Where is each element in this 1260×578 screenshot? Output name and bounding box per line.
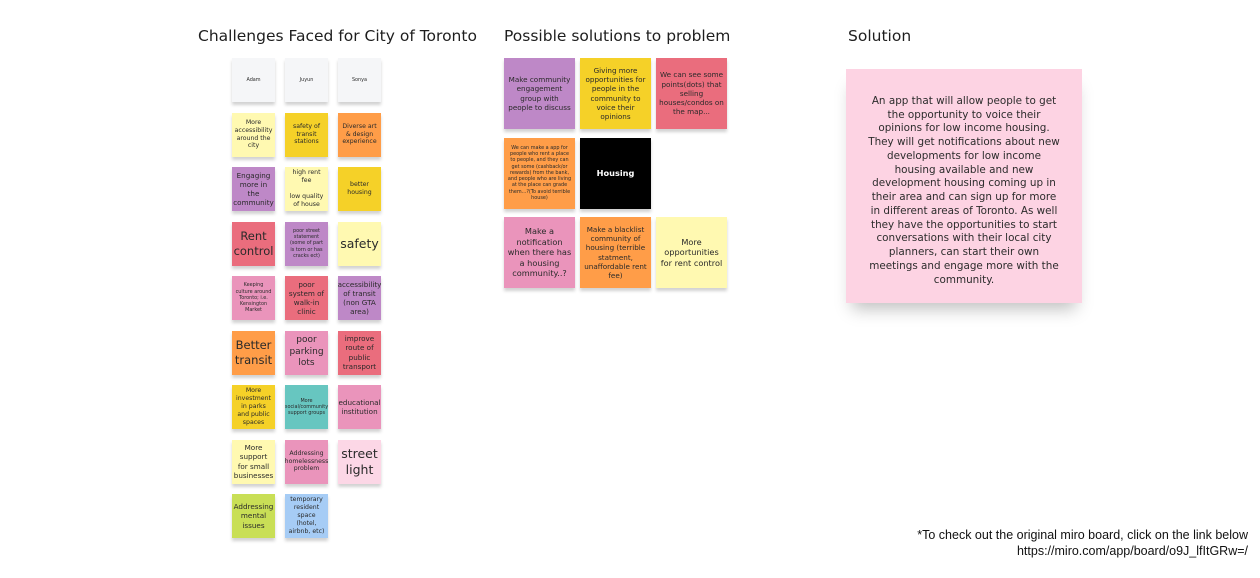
sticky-note-text: better housing [347, 181, 372, 196]
sticky-note-text: street light [341, 445, 378, 477]
sticky-note-text: More opportunities for rent control [660, 236, 723, 268]
sticky-note-addressing-homelessness-problem[interactable] [285, 440, 328, 484]
sticky-note-text: high rent fee low quality of house [289, 169, 324, 208]
sticky-note-text: poor street statement (some of part is torn or has cracks ect) [289, 227, 324, 259]
sticky-note-make-a-notification-when-there-has-a-hou[interactable] [504, 217, 575, 288]
sticky-note-text: More accessibility around the city [234, 118, 273, 150]
footer-hint: *To check out the original miro board, click on the link below [917, 528, 1248, 542]
solution-text: An app that will allow people to get the opportunity to voice their opinions for low income housing. They will get notifications about new developments for low income housing available and new development housing coming up in their area and can sign up for more in different areas of Toronto. As well they have the opportunities to start conversations with their local city planners, can start their own meetings and engage more with the community. [868, 95, 1060, 286]
sticky-note-make-community-engagement-group-with-peo[interactable] [504, 58, 575, 129]
sticky-note-poor-system-of-walk-in-clinic[interactable] [285, 276, 328, 320]
sticky-note-poor-street-statement-some-of-part-is-to[interactable] [285, 222, 328, 266]
sticky-note-text: accessibility of transit (non GTA area) [338, 279, 381, 317]
sticky-note-text: We can see some points(dots) that selling houses/condos on the map... [659, 70, 724, 117]
sticky-note-housing[interactable] [580, 138, 651, 209]
solutions-title: Possible solutions to problem [504, 27, 731, 45]
sticky-note-text: Rent control [233, 228, 274, 258]
empty-cell [656, 138, 727, 209]
sticky-note-educational-institution[interactable] [338, 385, 381, 429]
sticky-note-more-support-for-small-businesses[interactable] [232, 440, 275, 484]
sticky-note-addressing-mental-issues[interactable] [232, 494, 275, 538]
sticky-note-text: improve route of public transport [342, 334, 377, 371]
sticky-note-more-investment-in-parks-and-public-spac[interactable] [232, 385, 275, 429]
sticky-note-poor-parking-lots[interactable] [285, 331, 328, 375]
sticky-note-make-a-blacklist-community-of-housing-te[interactable] [580, 217, 651, 288]
sticky-note-more-accessibility-around-the-city[interactable] [232, 113, 275, 157]
challenges-sticky-grid [232, 58, 381, 538]
sticky-note-text: Make a notification when there has a housing community..? [507, 226, 572, 279]
sticky-note-text: Juyun [299, 76, 314, 83]
sticky-note-text: Giving more opportunities for people in the community to voice their opinions [585, 65, 646, 121]
sticky-note-more-opportunities-for-rent-control[interactable] [656, 217, 727, 288]
sticky-note-text: Adam [246, 76, 261, 83]
sticky-note-safety[interactable] [338, 222, 381, 266]
miro-board-link[interactable]: https://miro.com/app/board/o9J_lfItGRw=/ [1016, 544, 1248, 558]
sticky-note-text: Engaging more in the community [233, 170, 274, 208]
sticky-note-text: Sonya [351, 76, 368, 83]
sticky-note-giving-more-opportunities-for-people-in-[interactable] [580, 58, 651, 129]
challenges-title: Challenges Faced for City of Toronto [198, 27, 477, 45]
sticky-note-text: temporary resident space (hotel, airbnb, etc) [288, 496, 325, 535]
sticky-note-safety-of-transit-stations[interactable] [285, 113, 328, 157]
sticky-note-text: educational institution [338, 397, 381, 416]
sticky-note-we-can-make-a-app-for-people-who-rent-a-[interactable] [504, 138, 575, 209]
solution-title: Solution [848, 27, 912, 45]
sticky-note-text: Addressing homelessness problem [285, 449, 328, 473]
sticky-note-keeping-culture-around-toronto-i-e-kensi[interactable] [232, 276, 275, 320]
sticky-note-text: poor system of walk-in clinic [288, 279, 325, 317]
sticky-note-diverse-art-design-experience[interactable] [338, 113, 381, 157]
sticky-note-more-social-community-support-groups[interactable] [285, 385, 328, 429]
sticky-note-engaging-more-in-the-community[interactable] [232, 167, 275, 211]
footer-note [917, 527, 1248, 559]
sticky-note-rent-control[interactable] [232, 222, 275, 266]
sticky-note-better-transit[interactable] [232, 331, 275, 375]
sticky-note-better-housing[interactable] [338, 167, 381, 211]
sticky-note-text: Make community engagement group with people to discuss [508, 75, 571, 112]
sticky-note-text: poor parking lots [289, 335, 324, 369]
solution-sticky-note[interactable] [846, 69, 1082, 303]
solutions-sticky-grid [504, 58, 727, 288]
sticky-note-street-light[interactable] [338, 440, 381, 484]
sticky-note-text: Diverse art & design experience [342, 122, 377, 146]
sticky-note-text: Keeping culture around Toronto; i.e. Kensington Market [235, 282, 272, 314]
sticky-note-improve-route-of-public-transport[interactable] [338, 331, 381, 375]
sticky-note-high-rent-fee-low-quality-of-house[interactable] [285, 167, 328, 211]
sticky-note-text: Addressing mental issues [233, 502, 274, 530]
sticky-note-text: More investment in parks and public spaces [236, 387, 271, 426]
sticky-note-text: We can make a app for people who rent a place to people, and they can get some (cashback/or rewards) from the bank, and people who are living at the place can grade them...?(To avoid terrible house) [507, 144, 572, 201]
sticky-note-sonya[interactable] [338, 58, 381, 102]
sticky-note-adam[interactable] [232, 58, 275, 102]
sticky-note-text: Better transit [234, 337, 273, 367]
sticky-note-we-can-see-some-points-dots-that-selling[interactable] [656, 58, 727, 129]
sticky-note-text: safety of transit stations [292, 122, 321, 146]
sticky-note-accessibility-of-transit-non-gta-area[interactable] [338, 276, 381, 320]
sticky-note-text: safety [340, 235, 379, 251]
sticky-note-text: More support for small businesses [233, 443, 274, 480]
sticky-note-text: Make a blacklist community of housing (terrible statment, unaffordable rent fee) [584, 224, 647, 280]
sticky-note-temporary-resident-space-hotel-airbnb-et[interactable] [285, 494, 328, 538]
sticky-note-text: Housing [596, 167, 635, 178]
sticky-note-juyun[interactable] [285, 58, 328, 102]
sticky-note-text: More social/community support groups [285, 397, 328, 417]
